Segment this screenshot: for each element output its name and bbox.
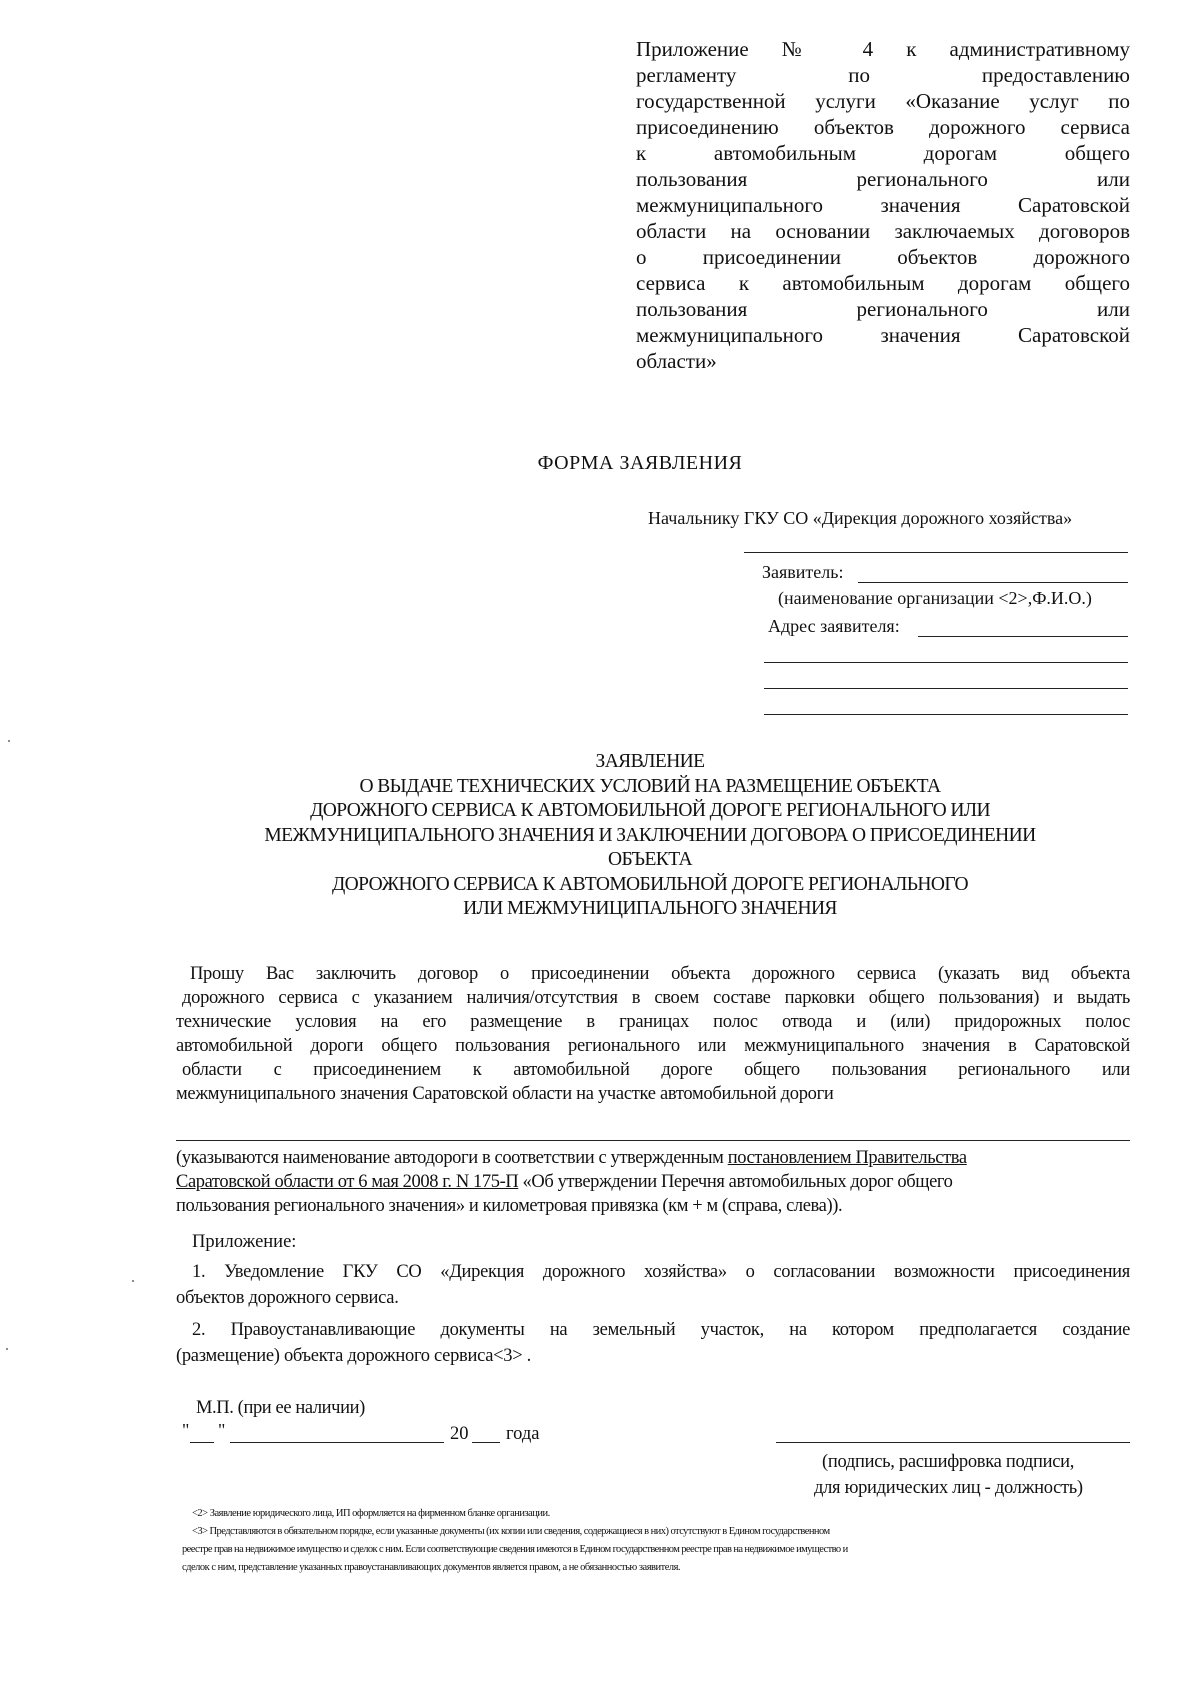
appendix-line: сервиса к автомобильным дорогам общего (636, 271, 1130, 295)
applicant-name-line[interactable] (858, 582, 1128, 583)
road-name-line[interactable] (176, 1140, 1130, 1141)
request-paragraph (176, 962, 1130, 1106)
attachment-item-1: 1. Уведомление ГКУ СО «Дирекция дорожного хозяйства» о согласовании возможности присоединения (192, 1262, 1130, 1282)
paragraph-line: межмуниципального значения Саратовской области на участке автомобильной дороги (176, 1084, 834, 1104)
date-quote-open: " (182, 1420, 190, 1440)
paragraph-line: области с присоединением к автомобильной дороге общего пользования регионального или (182, 1060, 1130, 1080)
signature-caption-2: для юридических лиц - должность) (814, 1478, 1083, 1498)
paragraph-line: Прошу Вас заключить договор о присоединении объекта дорожного сервиса (указать вид объекта (190, 964, 1130, 984)
statement-title-line: МЕЖМУНИЦИПАЛЬНОГО ЗНАЧЕНИЯ И ЗАКЛЮЧЕНИИ ДОГОВОРА О ПРИСОЕДИНЕНИИ (264, 824, 1036, 846)
statement-title (150, 750, 1150, 922)
date-day-line[interactable] (190, 1442, 214, 1443)
road-note-text: «Об утверждении Перечня автомобильных дорог общего (518, 1172, 953, 1192)
applicant-hint: (наименование организации <2>,Ф.И.О.) (778, 588, 1092, 608)
year-suffix: года (506, 1424, 540, 1444)
paragraph-line: технические условия на его размещение в границах полос отвода и (или) придорожных полос (176, 1012, 1130, 1032)
appendix-line: о присоединении объектов дорожного (636, 245, 1130, 269)
appendix-header (636, 36, 1130, 374)
date-quote-close: " (218, 1420, 226, 1440)
road-note-text: (указываются наименование автодороги в соответствии с утвержденным (176, 1148, 728, 1168)
year-line[interactable] (472, 1442, 500, 1443)
paragraph-line: автомобильной дороги общего пользования регионального или межмуниципального значения в Саратовской (176, 1036, 1130, 1056)
appendix-line: присоединению объектов дорожного сервиса (636, 115, 1130, 139)
appendix-line: к автомобильным дорогам общего (636, 141, 1130, 165)
appendix-line: Приложение № 4 к административному (636, 37, 1130, 61)
statement-title-line: ДОРОЖНОГО СЕРВИСА К АВТОМОБИЛЬНОЙ ДОРОГЕ РЕГИОНАЛЬНОГО ИЛИ (310, 800, 990, 821)
footnote-2: <2> Заявление юридического лица, ИП оформляется на фирменном бланке организации. (192, 1508, 550, 1519)
road-note-text: пользования регионального значения» и километровая привязка (км + м (справа, слева)). (176, 1196, 843, 1216)
appendix-line: области на основании заключаемых договоров (636, 219, 1130, 243)
road-note (176, 1146, 1130, 1218)
attachments-heading: Приложение: (192, 1232, 297, 1252)
year-prefix: 20 (450, 1424, 469, 1444)
applicant-label: Заявитель: (762, 562, 844, 582)
signature-line[interactable] (776, 1442, 1130, 1443)
footnote-3: <3> Представляются в обязательном порядке, если указанные документы (их копии или сведения, содержащиеся в них) отсутствуют в Едином государственном (192, 1526, 830, 1537)
appendix-line: регламенту по предоставлению (636, 63, 1130, 87)
statement-title-line: О ВЫДАЧЕ ТЕХНИЧЕСКИХ УСЛОВИЙ НА РАЗМЕЩЕНИЕ ОБЪЕКТА (359, 775, 941, 797)
appendix-line: государственной услуги «Оказание услуг по (636, 89, 1130, 113)
appendix-line: пользования регионального или (636, 167, 1130, 191)
attachments-list (176, 1258, 1130, 1368)
scan-speck (6, 1348, 8, 1350)
paragraph-line: дорожного сервиса с указанием наличия/отсутствия в своем составе парковки общего пользования) и выдать (182, 988, 1130, 1008)
applicant-address-label: Адрес заявителя: (768, 616, 900, 636)
appendix-line: межмуниципального значения Саратовской (636, 193, 1130, 217)
applicant-address-line[interactable] (918, 636, 1128, 637)
signature-caption-1: (подпись, расшифровка подписи, (822, 1452, 1075, 1472)
form-title: ФОРМА ЗАЯВЛЕНИЯ (537, 452, 743, 474)
applicant-address-line-2[interactable] (764, 662, 1128, 663)
statement-title-line: ОБЪЕКТА (607, 849, 693, 870)
addressee: Начальнику ГКУ СО «Дирекция дорожного хозяйства» (648, 508, 1073, 528)
applicant-address-line-4[interactable] (764, 714, 1128, 715)
scan-speck (132, 1280, 134, 1282)
statement-title-line: ДОРОЖНОГО СЕРВИСА К АВТОМОБИЛЬНОЙ ДОРОГЕ РЕГИОНАЛЬНОГО (331, 873, 968, 895)
statement-title-line: ЗАЯВЛЕНИЕ (595, 751, 705, 772)
appendix-line: области» (636, 349, 717, 373)
stamp-label: М.П. (при ее наличии) (196, 1398, 365, 1418)
scan-speck (8, 740, 10, 742)
addressee-blank-line[interactable] (744, 552, 1128, 553)
appendix-line: пользования регионального или (636, 297, 1130, 321)
attachment-item-2: 2. Правоустанавливающие документы на земельный участок, на котором предполагается создание (192, 1320, 1130, 1340)
date-month-line[interactable] (230, 1442, 444, 1443)
footnote-3-cont: сделок с ним, представление указанных правоустанавливающих документов является правом, а не обязанностью заявителя. (182, 1562, 681, 1573)
appendix-line: межмуниципального значения Саратовской (636, 323, 1130, 347)
resolution-link[interactable]: постановлением Правительства (727, 1148, 967, 1168)
resolution-link-date[interactable]: Саратовской области от 6 мая 2008 г. N 175-П (176, 1172, 519, 1192)
attachment-item-2-cont: (размещение) объекта дорожного сервиса<3> . (176, 1346, 531, 1366)
footnote-3-cont: реестре прав на недвижимое имущество и сделок с ним. Если соответствующие сведения имеются в Едином государственном реестре прав на недвижимое имущество и (182, 1544, 848, 1555)
statement-title-line: ИЛИ МЕЖМУНИЦИПАЛЬНОГО ЗНАЧЕНИЯ (463, 898, 837, 919)
attachment-item-1-cont: объектов дорожного сервиса. (176, 1288, 399, 1308)
applicant-address-line-3[interactable] (764, 688, 1128, 689)
